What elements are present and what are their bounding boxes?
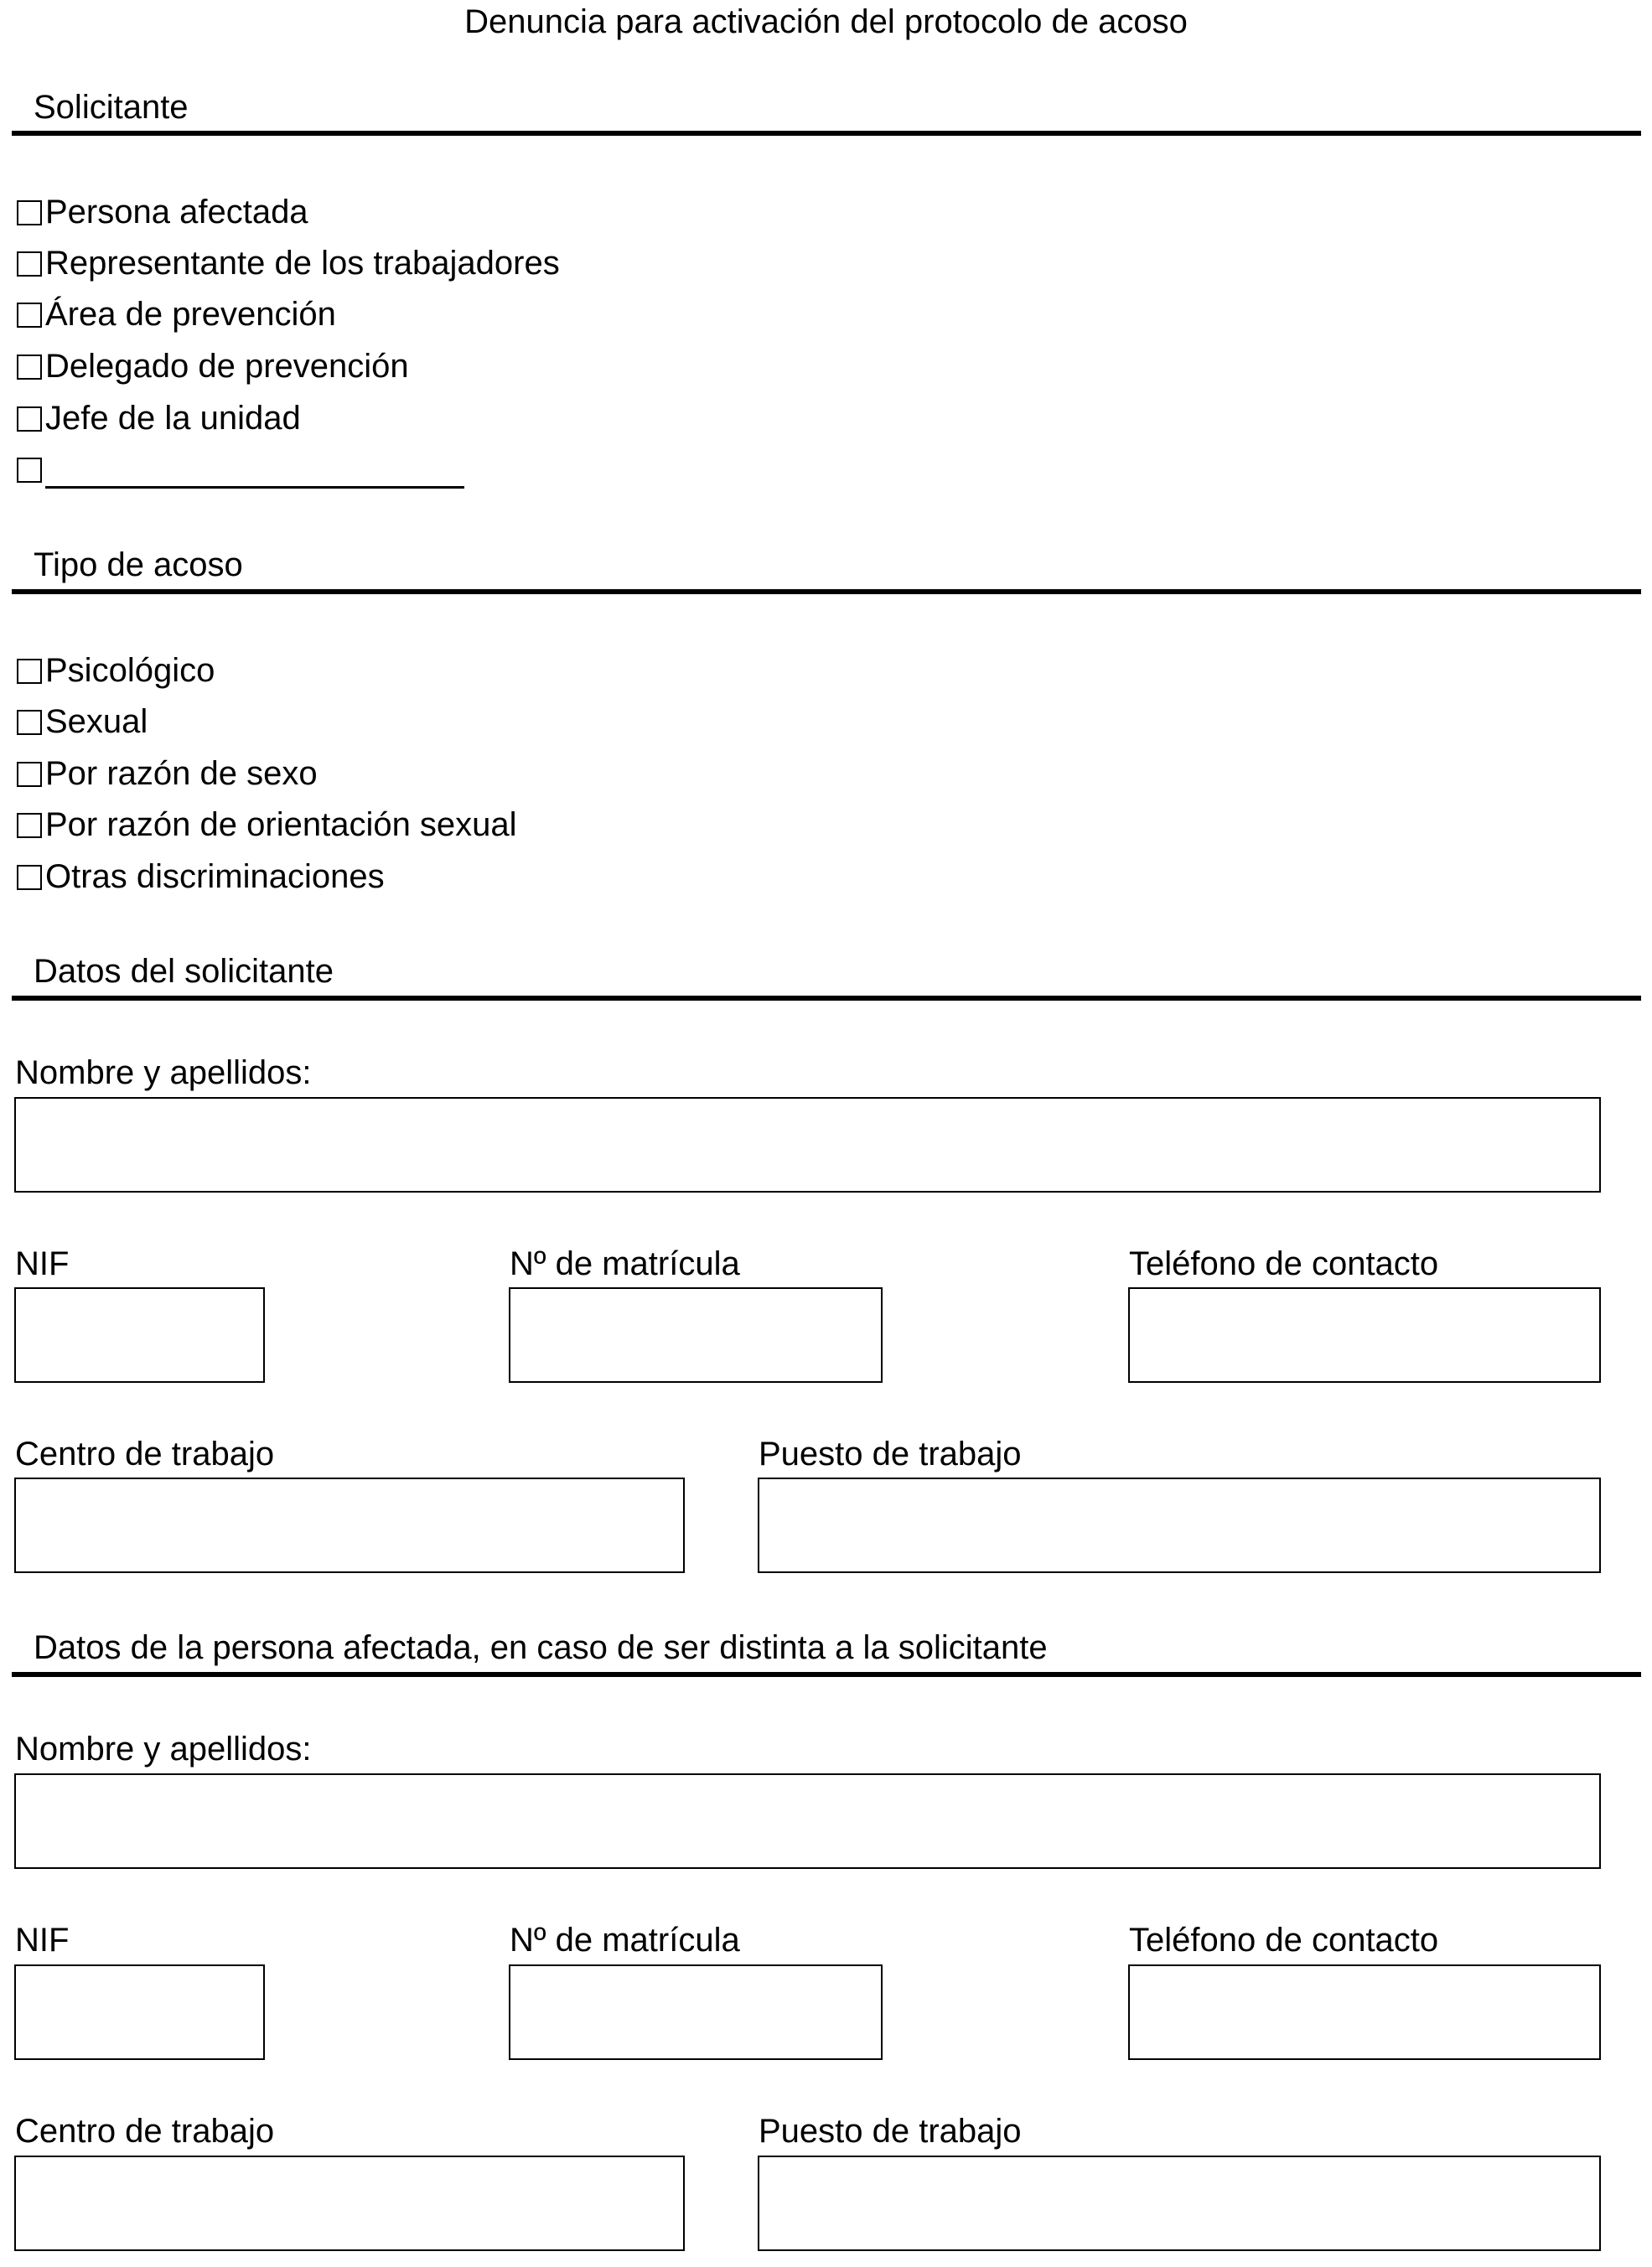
section-heading-datos-afectada: Datos de la persona afectada, en caso de ser distinta a la solicitante [34,1629,1048,1666]
checkbox-icon[interactable] [17,303,42,328]
option-label: Sexual [45,703,148,740]
checkbox-icon[interactable] [17,355,42,380]
nombre-label: Nombre y apellidos: [15,1731,312,1768]
checkbox-option-jefe-unidad[interactable] [17,398,301,438]
matricula-label: Nº de matrícula [510,1245,740,1282]
checkbox-option-sexual[interactable] [17,701,148,742]
checkbox-option-razon-sexo[interactable] [17,753,318,794]
checkbox-option-other[interactable] [17,449,464,489]
section-rule [12,1672,1641,1677]
form-title: Denuncia para activación del protocolo de acoso [464,3,1188,40]
option-label: Otras discriminaciones [45,858,385,895]
checkbox-option-otras-discriminaciones[interactable] [17,857,385,897]
puesto-label: Puesto de trabajo [759,2113,1022,2150]
puesto-label: Puesto de trabajo [759,1436,1022,1473]
section-rule [12,996,1641,1001]
solicitante-centro-input[interactable] [14,1478,685,1573]
solicitante-matricula-input[interactable] [509,1287,883,1383]
checkbox-option-psicologico[interactable] [17,650,215,691]
telefono-label: Teléfono de contacto [1129,1922,1439,1959]
telefono-label: Teléfono de contacto [1129,1245,1439,1282]
section-rule [12,131,1641,136]
checkbox-icon[interactable] [17,813,42,838]
option-label: Jefe de la unidad [45,400,301,437]
section-heading-tipo-acoso: Tipo de acoso [34,546,243,583]
checkbox-icon[interactable] [17,200,42,225]
checkbox-icon[interactable] [17,762,42,787]
matricula-label: Nº de matrícula [510,1922,740,1959]
checkbox-option-persona-afectada[interactable] [17,192,308,232]
checkbox-icon[interactable] [17,710,42,735]
option-label: Área de prevención [45,296,336,333]
checkbox-icon[interactable] [17,406,42,432]
option-label: Por razón de orientación sexual [45,806,517,843]
solicitante-telefono-input[interactable] [1128,1287,1601,1383]
checkbox-icon[interactable] [17,865,42,890]
solicitante-puesto-input[interactable] [758,1478,1601,1573]
other-blank-line[interactable] [45,457,464,489]
solicitante-nombre-input[interactable] [14,1097,1601,1193]
section-rule [12,589,1641,594]
afectada-nombre-input[interactable] [14,1773,1601,1869]
afectada-nif-input[interactable] [14,1964,265,2060]
afectada-matricula-input[interactable] [509,1964,883,2060]
section-heading-datos-solicitante: Datos del solicitante [34,953,334,990]
option-label: Por razón de sexo [45,755,318,792]
nif-label: NIF [15,1245,70,1282]
option-label: Delegado de prevención [45,348,409,385]
centro-label: Centro de trabajo [15,1436,275,1473]
option-label: Persona afectada [45,194,308,230]
option-label: Psicológico [45,652,215,689]
nif-label: NIF [15,1922,70,1959]
solicitante-nif-input[interactable] [14,1287,265,1383]
section-heading-solicitante: Solicitante [34,89,189,126]
afectada-puesto-input[interactable] [758,2156,1601,2251]
checkbox-icon[interactable] [17,251,42,277]
option-label: Representante de los trabajadores [45,245,560,282]
checkbox-option-orientacion-sexual[interactable] [17,805,517,845]
checkbox-icon[interactable] [17,458,42,483]
centro-label: Centro de trabajo [15,2113,275,2150]
afectada-centro-input[interactable] [14,2156,685,2251]
afectada-telefono-input[interactable] [1128,1964,1601,2060]
checkbox-option-area-prevencion[interactable] [17,294,336,334]
checkbox-option-delegado-prevencion[interactable] [17,346,409,386]
nombre-label: Nombre y apellidos: [15,1054,312,1091]
checkbox-icon[interactable] [17,659,42,684]
checkbox-option-representante[interactable] [17,243,560,283]
